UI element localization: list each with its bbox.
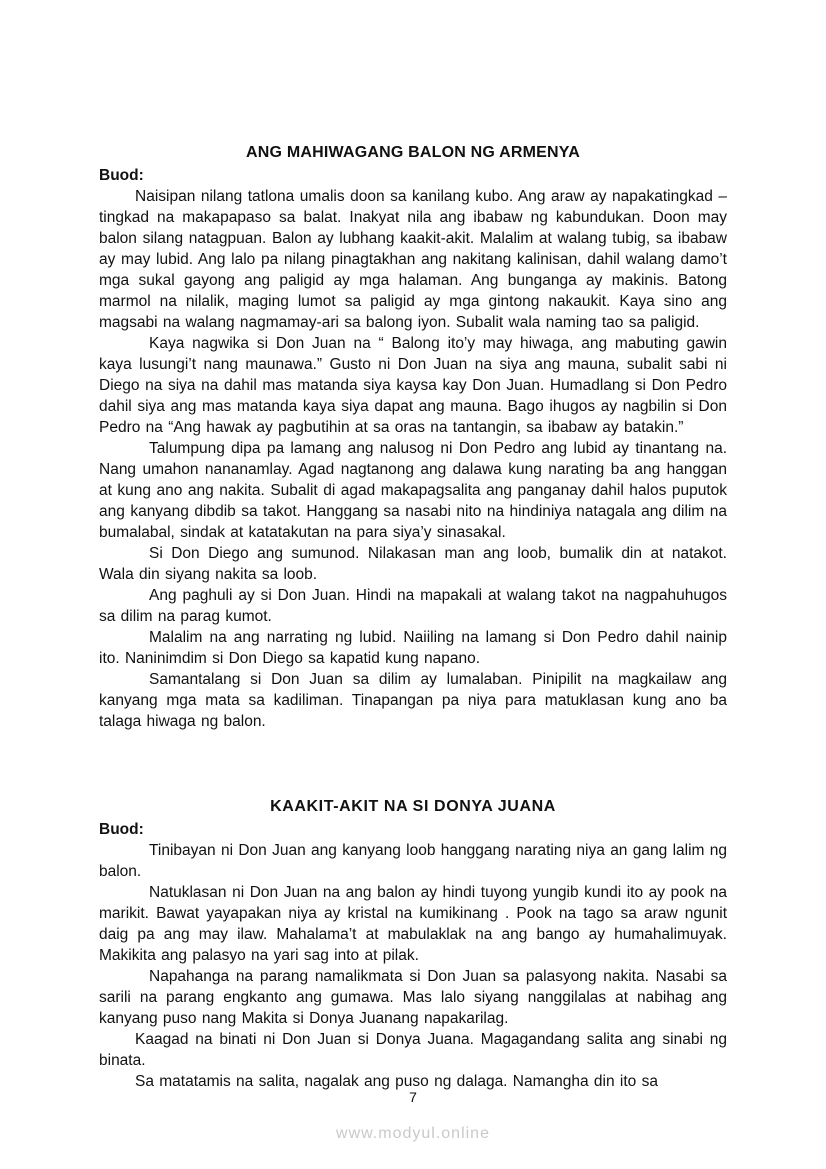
paragraph: Si Don Diego ang sumunod. Nilakasan man ang loob, bumalik din at natakot. Wala din siyang nakita sa loob. — [99, 545, 727, 583]
paragraph: Talumpung dipa pa lamang ang nalusog ni Don Pedro ang lubid ay tinantang na. Nang umahon nananamlay. Agad nagtanong ang dalawa kung narating ba ang hanggan at kung ano ang nakita. Subalit di agad makapagsalita ang panganay dahil halos puputok ang kanyang dibdib sa takot. Hanggang sa nasabi nito na hindiniya natagala ang dilim na bumalabal, sindak at katatakutan na para siya’y sinasakal. — [99, 440, 727, 541]
paragraph: Sa matatamis na salita, nagalak ang puso ng dalaga. Namangha din ito sa — [135, 1073, 658, 1090]
buod-label: Buod: — [99, 821, 144, 838]
paragraph: Malalim na ang narrating ng lubid. Naiiling na lamang si Don Pedro dahil nainip ito. Naninimdim si Don Diego sa kapatid kung napano. — [99, 629, 727, 667]
paragraph: Samantalang si Don Juan sa dilim ay lumalaban. Pinipilit na magkailaw ang kanyang mga mata sa kadiliman. Tinapangan pa niya para matuklasan kung ano ba talaga hiwaga ng balon. — [99, 671, 727, 730]
watermark: www.modyul.online — [336, 1125, 490, 1142]
paragraph: Kaagad na binati ni Don Juan si Donya Juana. Magagandang salita ang sinabi ng binata. — [99, 1031, 727, 1069]
paragraph: Naisipan nilang tatlona umalis doon sa kanilang kubo. Ang araw ay napakatingkad –tingkad na makapapaso sa balat. Inakyat nila ang ibabaw ng kabundukan. Doon may balon silang natagpuan. Balon ay lubhang kaakit-akit. Malalim at walang tubig, sa ibabaw ay may lubid. Ang lalo pa nilang pinagtakhan ang nakitang kalinisan, dahil walang damo’t mga sukal gayong ang paligid ay mga halaman. Ang bunganga ay makinis. Batong marmol na nilalik, maging lumot sa paligid ay mga gintong nakaukit. Kaya sino ang magsabi na walang nagmamay-ari sa balong iyon. Subalit wala naming tao sa paligid. — [99, 188, 727, 331]
page-number: 7 — [409, 1089, 417, 1105]
section-donya-juana — [99, 796, 727, 1092]
paragraph: Ang paghuli ay si Don Juan. Hindi na mapakali at walang takot na nagpahuhugos sa dilim na parag kumot. — [99, 587, 727, 625]
paragraph: Tinibayan ni Don Juan ang kanyang loob hanggang narating niya an gang lalim ng balon. — [99, 842, 727, 880]
section-title-armenya: ANG MAHIWAGANG BALON NG ARMENYA — [246, 144, 580, 161]
section-armenya — [99, 142, 727, 732]
paragraph: Napahanga na parang namalikmata si Don Juan sa palasyong nakita. Nasabi sa sarili na parang engkanto ang gumawa. Mas lalo siyang nanggilalas at nabihag ang kanyang puso nang Makita si Donya Juanang napakarilag. — [99, 968, 727, 1027]
paragraph: Kaya nagwika si Don Juan na “ Balong ito’y may hiwaga, ang mabuting gawin kaya lusungi’t nang maunawa.” Gusto ni Don Juan na siya ang mauna, subalit sabi ni Diego na siya na dahil mas matanda siya kaysa kay Don Juan. Humadlang si Don Pedro dahil siya ang mas matanda kaya siya dapat ang mauna. Bago ihugos ay nagbilin si Don Pedro na “Ang hawak ay pagbutihin at sa oras na tantangin, sa ibabaw ay batakin.” — [99, 335, 727, 436]
paragraph: Natuklasan ni Don Juan na ang balon ay hindi tuyong yungib kundi ito ay pook na marikit. Bawat yayapakan niya ay kristal na kumikinang . Pook na tago sa araw ngunit daig pa ang may ilaw. Mahalama’t at mabulaklak na ang bango ay humahalimuyak. Makikita ang palasyo na yari sag into at pilak. — [99, 884, 727, 964]
section-title-donya-juana: KAAKIT-AKIT NA SI DONYA JUANA — [270, 798, 556, 815]
buod-label: Buod: — [99, 167, 144, 184]
